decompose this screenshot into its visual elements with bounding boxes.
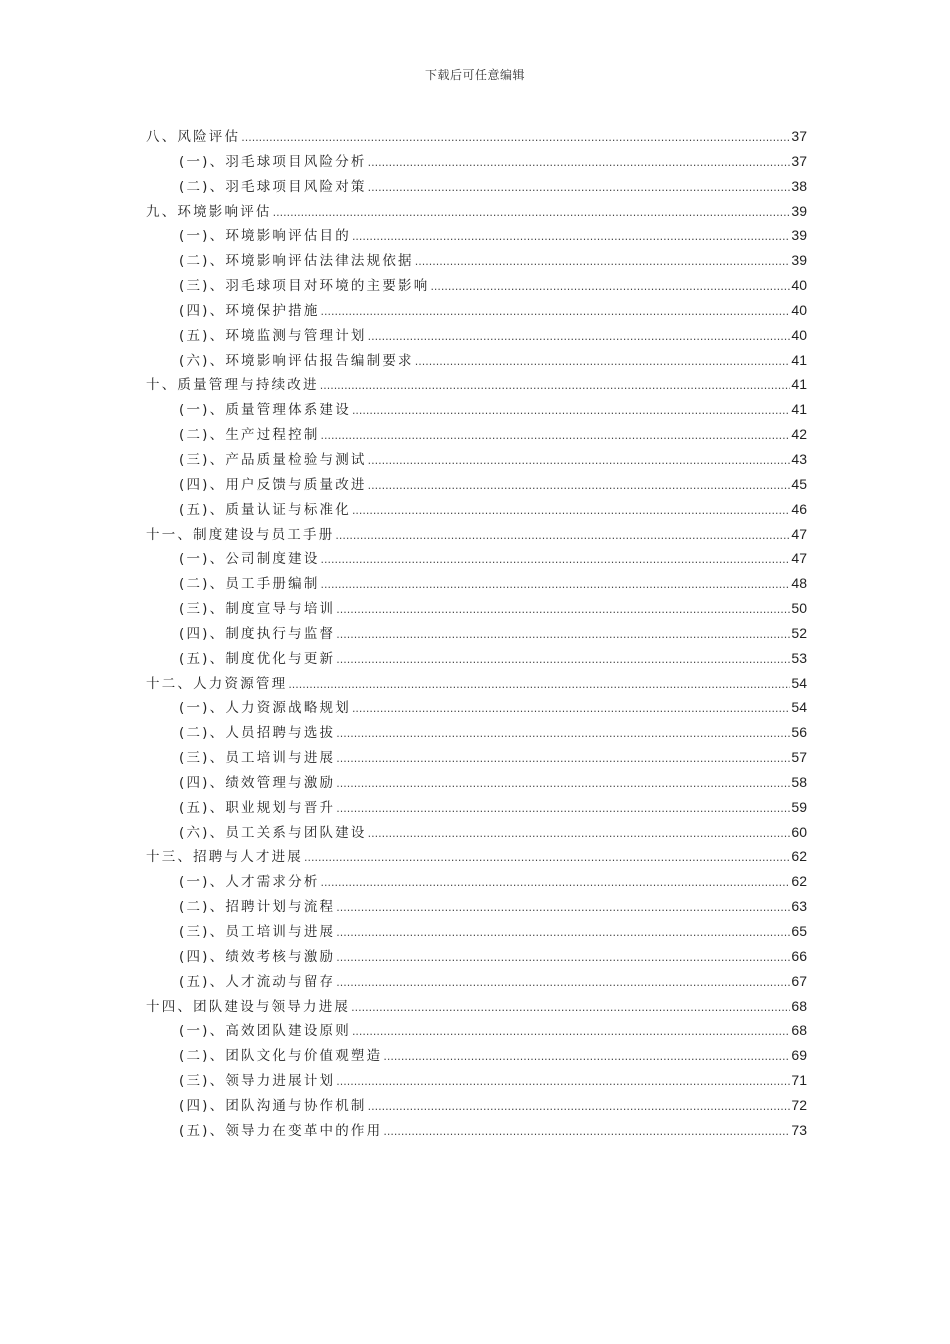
toc-entry-title: (四)、用户反馈与质量改进 xyxy=(179,476,367,493)
toc-entry-title: (一)、人力资源战略规划 xyxy=(179,700,351,717)
toc-entry-title: (二)、人员招聘与选拔 xyxy=(179,725,336,742)
toc-section-entry[interactable] xyxy=(146,622,807,647)
toc-section-entry[interactable] xyxy=(146,299,807,324)
toc-entry-page-number: 67 xyxy=(791,972,807,989)
toc-section-entry[interactable] xyxy=(146,150,807,175)
toc-entry-title: (一)、高效团队建设原则 xyxy=(179,1023,351,1040)
toc-entry-page-number: 41 xyxy=(791,351,807,368)
toc-chapter-entry[interactable] xyxy=(146,995,807,1020)
toc-dot-leader xyxy=(336,802,790,815)
toc-dot-leader xyxy=(336,628,790,641)
toc-dot-leader xyxy=(383,1050,790,1063)
toc-section-entry[interactable] xyxy=(146,224,807,249)
toc-entry-title: (二)、生产过程控制 xyxy=(179,427,320,444)
toc-section-entry[interactable] xyxy=(146,398,807,423)
toc-dot-leader xyxy=(368,156,791,169)
toc-entry-page-number: 68 xyxy=(791,997,807,1014)
toc-dot-leader xyxy=(336,777,790,790)
toc-entry-page-number: 39 xyxy=(791,252,807,269)
toc-dot-leader xyxy=(368,330,791,343)
toc-dot-leader xyxy=(352,230,790,243)
toc-section-entry[interactable] xyxy=(146,771,807,796)
toc-entry-title: (三)、员工培训与进展 xyxy=(179,924,336,940)
toc-entry-title: (六)、环境影响评估报告编制要求 xyxy=(179,352,414,369)
toc-entry-title: (一)、质量管理体系建设 xyxy=(179,402,351,419)
toc-dot-leader xyxy=(430,280,790,293)
toc-entry-title: (三)、羽毛球项目对环境的主要影响 xyxy=(179,278,430,295)
toc-entry-title: (五)、环境监测与管理计划 xyxy=(179,327,367,344)
toc-entry-page-number: 68 xyxy=(791,1022,807,1039)
toc-dot-leader xyxy=(415,255,791,268)
toc-dot-leader xyxy=(368,479,791,492)
toc-entry-title: (二)、员工手册编制 xyxy=(179,576,320,593)
toc-dot-leader xyxy=(288,678,790,691)
toc-entry-page-number: 40 xyxy=(791,277,807,294)
toc-entry-title: 十一、制度建设与员工手册 xyxy=(146,526,335,543)
toc-entry-page-number: 58 xyxy=(791,773,807,790)
toc-entry-page-number: 40 xyxy=(791,326,807,343)
toc-section-entry[interactable] xyxy=(146,721,807,746)
toc-section-entry[interactable] xyxy=(146,274,807,299)
toc-entry-page-number: 54 xyxy=(791,674,807,691)
toc-entry-title: 十四、团队建设与领导力进展 xyxy=(146,998,351,1015)
toc-entry-page-number: 39 xyxy=(791,227,807,244)
toc-section-entry[interactable] xyxy=(146,175,807,200)
toc-entry-page-number: 57 xyxy=(791,749,807,766)
toc-section-entry[interactable] xyxy=(146,423,807,448)
toc-section-entry[interactable] xyxy=(146,796,807,821)
toc-dot-leader xyxy=(335,529,790,542)
toc-chapter-entry[interactable] xyxy=(146,845,807,870)
toc-entry-page-number: 39 xyxy=(791,202,807,219)
toc-entry-title: (二)、环境影响评估法律法规依据 xyxy=(179,253,414,270)
toc-dot-leader xyxy=(352,702,790,715)
toc-chapter-entry[interactable] xyxy=(146,523,807,548)
toc-entry-page-number: 38 xyxy=(791,177,807,194)
toc-dot-leader xyxy=(336,752,790,765)
toc-entry-title: 十、质量管理与持续改进 xyxy=(146,377,319,394)
toc-chapter-entry[interactable] xyxy=(146,200,807,225)
toc-entry-page-number: 47 xyxy=(791,525,807,542)
toc-entry-page-number: 43 xyxy=(791,450,807,467)
toc-dot-leader xyxy=(321,429,791,442)
toc-section-entry[interactable] xyxy=(146,349,807,374)
toc-entry-page-number: 41 xyxy=(791,401,807,418)
toc-section-entry[interactable] xyxy=(146,547,807,572)
toc-section-entry[interactable] xyxy=(146,945,807,970)
toc-dot-leader xyxy=(336,901,790,914)
toc-entry-page-number: 62 xyxy=(791,848,807,865)
toc-section-entry[interactable] xyxy=(146,870,807,895)
toc-dot-leader xyxy=(321,553,791,566)
toc-entry-title: (一)、环境影响评估目的 xyxy=(179,228,351,245)
toc-dot-leader xyxy=(320,379,791,392)
toc-entry-title: (三)、领导力进展计划 xyxy=(179,1073,336,1090)
toc-section-entry[interactable] xyxy=(146,1094,807,1119)
toc-dot-leader xyxy=(368,454,791,467)
toc-entry-page-number: 60 xyxy=(791,823,807,840)
toc-entry-page-number: 72 xyxy=(791,1096,807,1113)
toc-dot-leader xyxy=(383,1125,790,1138)
table-of-contents xyxy=(146,125,807,1144)
toc-entry-page-number: 47 xyxy=(791,550,807,567)
toc-section-entry[interactable] xyxy=(146,970,807,995)
toc-entry-page-number: 62 xyxy=(791,873,807,890)
toc-dot-leader xyxy=(304,851,790,864)
toc-entry-title: 八、风险评估 xyxy=(146,129,241,145)
toc-entry-page-number: 50 xyxy=(791,600,807,617)
toc-chapter-entry[interactable] xyxy=(146,125,807,150)
toc-entry-page-number: 53 xyxy=(791,649,807,666)
toc-entry-title: (三)、产品质量检验与测试 xyxy=(179,451,367,468)
toc-dot-leader xyxy=(336,926,790,939)
toc-entry-title: (四)、环境保护措施 xyxy=(179,302,320,319)
toc-dot-leader xyxy=(336,603,790,616)
toc-section-entry[interactable] xyxy=(146,1119,807,1144)
toc-section-entry[interactable] xyxy=(146,1019,807,1044)
page-header: 下载后可任意编辑 xyxy=(424,68,525,82)
toc-section-entry[interactable] xyxy=(146,920,807,945)
toc-section-entry[interactable] xyxy=(146,572,807,597)
toc-entry-page-number: 73 xyxy=(791,1121,807,1138)
toc-dot-leader xyxy=(352,504,790,517)
toc-section-entry[interactable] xyxy=(146,324,807,349)
toc-entry-title: (五)、人才流动与留存 xyxy=(179,973,336,990)
toc-chapter-entry[interactable] xyxy=(146,672,807,697)
toc-section-entry[interactable] xyxy=(146,498,807,523)
toc-entry-title: (一)、羽毛球项目风险分析 xyxy=(179,153,367,170)
toc-entry-page-number: 37 xyxy=(791,128,807,144)
toc-entry-title: (一)、公司制度建设 xyxy=(179,551,320,568)
toc-section-entry[interactable] xyxy=(146,647,807,672)
toc-dot-leader xyxy=(336,976,790,989)
toc-entry-page-number: 63 xyxy=(791,898,807,915)
toc-entry-title: (三)、员工培训与进展 xyxy=(179,750,336,767)
toc-entry-title: (五)、质量认证与标准化 xyxy=(179,501,351,518)
toc-entry-page-number: 37 xyxy=(791,152,807,169)
toc-entry-title: (二)、招聘计划与流程 xyxy=(179,899,336,916)
toc-entry-title: 九、环境影响评估 xyxy=(146,203,272,220)
toc-entry-title: 十三、招聘与人才进展 xyxy=(146,849,303,866)
toc-dot-leader xyxy=(368,181,791,194)
toc-dot-leader xyxy=(352,404,790,417)
toc-dot-leader xyxy=(321,578,791,591)
toc-entry-page-number: 40 xyxy=(791,301,807,318)
toc-section-entry[interactable] xyxy=(146,696,807,721)
toc-section-entry[interactable] xyxy=(146,1044,807,1069)
toc-chapter-entry[interactable] xyxy=(146,373,807,398)
toc-dot-leader xyxy=(368,1100,791,1113)
toc-entry-title: (四)、团队沟通与协作机制 xyxy=(179,1097,367,1114)
toc-entry-title: (三)、制度宣导与培训 xyxy=(179,601,336,618)
toc-entry-page-number: 41 xyxy=(791,376,807,393)
toc-entry-page-number: 65 xyxy=(791,923,807,939)
toc-dot-leader xyxy=(336,653,790,666)
toc-dot-leader xyxy=(336,1075,790,1088)
toc-dot-leader xyxy=(321,305,791,318)
toc-section-entry[interactable] xyxy=(146,1069,807,1094)
toc-entry-title: (四)、绩效管理与激励 xyxy=(179,774,336,791)
toc-entry-title: (四)、绩效考核与激励 xyxy=(179,948,336,965)
toc-entry-title: (一)、人才需求分析 xyxy=(179,874,320,891)
toc-dot-leader xyxy=(321,876,791,889)
toc-entry-page-number: 48 xyxy=(791,575,807,592)
toc-entry-title: (二)、羽毛球项目风险对策 xyxy=(179,178,367,195)
toc-dot-leader xyxy=(368,827,791,840)
toc-entry-page-number: 69 xyxy=(791,1047,807,1064)
toc-dot-leader xyxy=(415,355,791,368)
toc-entry-page-number: 71 xyxy=(791,1072,807,1089)
toc-entry-page-number: 42 xyxy=(791,426,807,443)
toc-section-entry[interactable] xyxy=(146,448,807,473)
toc-entry-title: (四)、制度执行与监督 xyxy=(179,625,336,642)
toc-dot-leader xyxy=(336,727,790,740)
toc-section-entry[interactable] xyxy=(146,473,807,498)
toc-entry-page-number: 66 xyxy=(791,947,807,964)
toc-section-entry[interactable] xyxy=(146,249,807,274)
toc-entry-title: (二)、团队文化与价值观塑造 xyxy=(179,1048,383,1065)
toc-dot-leader xyxy=(352,1025,790,1038)
toc-entry-title: (五)、领导力在变革中的作用 xyxy=(179,1122,383,1139)
toc-entry-page-number: 46 xyxy=(791,500,807,517)
toc-section-entry[interactable] xyxy=(146,821,807,846)
toc-entry-title: (六)、员工关系与团队建设 xyxy=(179,824,367,841)
toc-entry-page-number: 54 xyxy=(791,699,807,716)
toc-section-entry[interactable] xyxy=(146,597,807,622)
toc-entry-page-number: 52 xyxy=(791,624,807,641)
toc-dot-leader xyxy=(336,951,790,964)
toc-dot-leader xyxy=(273,206,791,219)
toc-entry-title: (五)、职业规划与晋升 xyxy=(179,799,336,816)
toc-entry-title: (五)、制度优化与更新 xyxy=(179,650,336,667)
toc-entry-title: 十二、人力资源管理 xyxy=(146,675,288,692)
toc-dot-leader xyxy=(241,131,790,144)
toc-section-entry[interactable] xyxy=(146,895,807,920)
toc-entry-page-number: 56 xyxy=(791,724,807,741)
toc-entry-page-number: 45 xyxy=(791,475,807,492)
toc-dot-leader xyxy=(351,1001,790,1014)
toc-entry-page-number: 59 xyxy=(791,798,807,815)
toc-section-entry[interactable] xyxy=(146,746,807,771)
